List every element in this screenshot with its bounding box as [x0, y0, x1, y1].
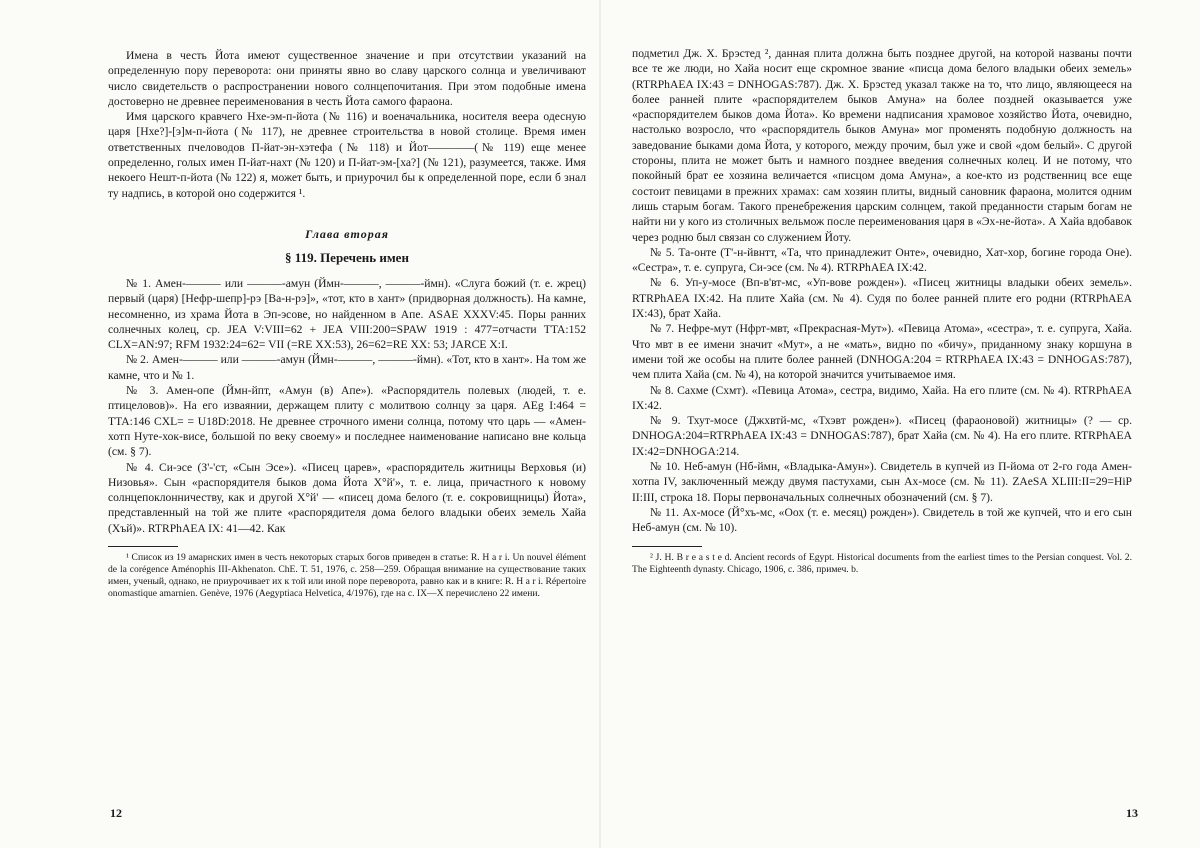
footnote	[108, 552, 586, 600]
name-entry: № 11. Ах-мосе (Й°хъ-мс, «Оох (т. е. месяц) рожден»). Свидетель в той же купчей, что и его сын Неб-амун (см. № 10).	[632, 505, 1132, 535]
chapter-heading: Глава вторая	[305, 226, 389, 241]
name-entry: № 1. Амен-——— или ———-амун (Ймн-———, ———-ймн). «Слуга божий (т. е. жрец) первый (царя) [Нефр-шепр]-рэ [Ва-н-рэ]», «тот, кто в хант» (придворная должность). На камне, несомненно, из храма Йота в Эп-эсове, но найденном в Апе. ASAE XXXV:45. Поры ранних солнечных колец, ср. JEA V:VIII=62 + JEA VIII:200=SPAW 1919 : 477=отчасти TTA:152 CLX=AN:97; RFM 1932:24=62= VII (=RE XX:53), 26=62=RE XX: 53; JARCE X:I.	[108, 276, 586, 352]
name-entry: № 3. Амен-опе (Ймн-йпт, «Амун (в) Апе»). «Распорядитель полевых (людей, т. е. птицеловов)». На его изваянии, держащем плиту с молитвою солнцу за царя. AEg I:464 = TTA:146 CXL= = U18D:2018. Не древнее строчного имени солнца, потому что царь — «Амен-хотп Нуте-хок-висе, большой по веку своему» и последнее наименование написано вне кольца (см. § 7).	[108, 384, 586, 459]
name-entry: № 10. Неб-амун (Нб-ймн, «Владыка-Амун»). Свидетель в купчей из П-йома от 2-го года Амен-хотпа IV, заключенный между двумя пастухами, сын Ах-мосе (см. № 11). ZAeSA XLIII:II=29=HiP II:III, строка 18. Поры первоначальных солнечных обозначений (см. § 7).	[632, 460, 1132, 504]
right-page	[600, 0, 1200, 848]
footnote-text: ² J. H. B r e a s t e d. Ancient records of Egypt. Historical documents from the earliest times to the Persian conquest. Vol. 2. The Eighteenth dynasty. Chicago, 1906, с. 386, примеч. b.	[632, 551, 1132, 575]
name-entry: № 2. Амен-——— или ———-амун (Ймн-———, ———-ймн). «Тот, кто в хант». На том же камне, что и № 1.	[108, 353, 586, 382]
name-entry: № 4. Си-эсе (З'-'ст, «Сын Эсе»). «Писец царев», «распорядитель житницы Верховья (и) Низовья». Сын «распорядителя быков дома Йота Х°й'», т. е. лица, причастного к новому солнцепоклонничеству, как и другой Х°й' — «писец дома белого (т. е. сокровищницы) Йота», представленный на той же плите «распорядителя дома белого владыки обеих земель Хайа (Хъй)». RTRPhAEA IX: 41—42. Как	[108, 460, 586, 535]
name-entry: № 8. Сахме (Схмт). «Певица Атома», сестра, видимо, Хайа. На его плите (см. № 4). RTRPhAEA IX:42.	[632, 383, 1132, 412]
page-number: 13	[1126, 806, 1138, 820]
left-text-column	[108, 48, 586, 600]
name-entry: № 6. Уп-у-мосе (Вп-в'вт-мс, «Уп-вове рожден»). «Писец житницы владыки обеих земель». RTRPhAEA IX:42. На плите Хайа (см. № 4). Судя по более ранней плите его родни (RTRPhAEA IX:43), брат Хайа.	[632, 276, 1132, 321]
right-text-column	[632, 46, 1132, 576]
footnote-divider	[108, 546, 178, 547]
page-number: 12	[110, 806, 122, 820]
footnote-divider	[632, 546, 702, 547]
body-paragraph: Имя царского кравчего Нхе-эм-п-йота (№ 116) и военачальника, носителя веера одесную царя [Нхе?]-[э]м-п-йота (№ 117), не древнее строительства в новой столице. Время имен ответственных пчеловодов П-йат-эн-хэтефа (№ 118) и Йот————(№ 119) еще менее определенно, голых имен П-йат-нахт (№ 120) и П-йат-эм-[ха?] (№ 121), разумеется, также. Имя некоего Нешт-п-йота (№ 122) я, может быть, и приурочил бы к определенной поре, если б знал ту надпись, в которой оно содержится ¹.	[108, 110, 586, 200]
name-entry: № 5. Та-онте (Т'-н-йвнтт, «Та, что принадлежит Онте», очевидно, Хат-хор, богине города Оне). «Сестра», т. е. супруга, Си-эсе (см. № 4). RTRPhAEA IX:42.	[632, 245, 1132, 275]
footnote-text: ¹ Список из 19 амарнских имен в честь некоторых старых богов приведен в статье: R. H a r i. Un nouvel élément de la corégence Aménophis III-Akhenaton. ChE. T. 51, 1976, с. 258—259. Обращая внимание на существование таких имен, ученый, однако, не приурочивает их к той или иной поре переворота, равно как и в книге: R. H a r i. Répertoire onomastique amarnien. Genève, 1976 (Aegyptiaca Helvetica, 4/1976), где на с. IX—X перечислено 22 имени.	[108, 552, 586, 600]
body-paragraph: подметил Дж. Х. Брэстед ², данная плита должна быть позднее другой, на которой названы почти все те же люди, но Хайа носит еще скромное звание «писца дома белого владыки обеих земель» (RTRPhAEA IX:43 = DNHOGAS:787). Дж. Х. Брэстед указал также на то, что лицо, являющееся на более ранней плите «распорядителем быков Амуна» на более поздней оказывается уже «распорядителем быков дома Йота». Ко времени надписания храмовое хозяйство Йота, очевидно, настолько возросло, что «распорядитель быков Амуна» мог променять подобную должность на заведование быками дома Йота, у которого, между прочим, был уже и свой «дом белый». С другой стороны, плита не может быть и намного позднее введения солнечных колец. И не потому, что покойный брат ее хозяина величается «писцом дома Амуна», а кое-кто из родственниц все еще состоит певицами в прежних храмах: сам хозяин плиты, видный сановник фараона, молится одним лишь старым богам. Такого пренебрежения царским солнцем, такой преданности старым богам не найти ни у кого из столичных вельмож после переименования царя в «Эх-не-йота». А Хайа вдобавок через родню был связан со служением Йоту.	[632, 47, 1133, 244]
section-heading: § 119. Перечень имен	[285, 249, 409, 265]
body-paragraph: Имена в честь Йота имеют существенное значение и при отсутствии указаний на определенную пору переворота: они приняты явно во славу царского солнца и увеличивают число свидетельств о распространении нового солнцепочитания. При этом подобные имена достоверно не древнее переименования в честь Йота самого фараона.	[108, 49, 586, 108]
name-entry: № 9. Тхут-мосе (Джхвтй-мс, «Тхэвт рожден»). «Писец (фараоновой) житницы» (? — ср. DNHOGA:204=RTRPhAEA IX:43 = DNHOGAS:787), брат Хайа (см. № 4). На его плите. RTRPhAEA IX:42=DNHOGA:214.	[632, 414, 1132, 458]
footnote	[632, 552, 1132, 576]
name-entry: № 7. Нефре-мут (Нфрт-мвт, «Прекрасная-Мут»). «Певица Атома», «сестра», т. е. супруга, Хайа. Что мвт в ее имени значит «Мут», а не «мать», видно по «бичу», приданному знаку коршуна в имени той же особы на плите более ранней (DNHOGA:204 = RTRPhAEA IX:43 = DNHOGAS:787), чем плита Хайа (см. № 4), на которой значится учитываемое имя.	[632, 322, 1132, 382]
